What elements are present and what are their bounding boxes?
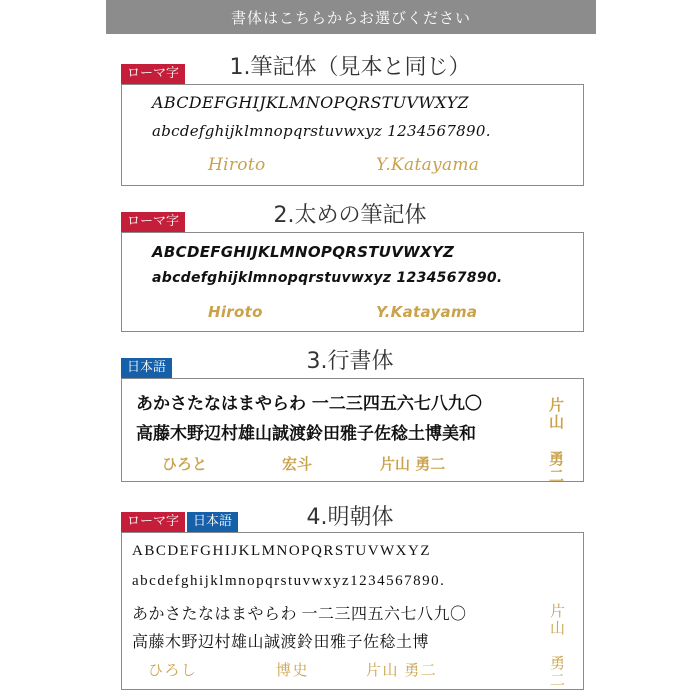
font-sample-box <box>121 84 584 186</box>
font-selection-banner: 書体はこちらからお選びください <box>106 0 596 34</box>
sample-lowercase-digits: abcdefghijklmnopqrstuvwxyz 1234567890. <box>152 270 503 286</box>
sample-kana-numerals: あかさたなはまやらわ 一二三四五六七八九〇 <box>136 394 482 414</box>
sample-name-full: 片山 勇二 <box>366 663 438 679</box>
sample-name-kanji: 宏斗 <box>282 455 313 473</box>
font-sample-box <box>121 532 584 690</box>
tag-group <box>121 358 172 378</box>
sample-name-vertical: 片山 勇二 <box>547 397 565 485</box>
japanese-tag: 日本語 <box>121 358 172 378</box>
sample-name-vertical: 片山 勇二 <box>548 603 564 689</box>
section-title: 2.太めの筆記体 <box>273 203 427 228</box>
sample-name-full: Y.Katayama <box>376 155 480 175</box>
sample-lowercase-digits: abcdefghijklmnopqrstuvwxyz 1234567890. <box>152 122 491 140</box>
sample-kanji: 高藤木野辺村雄山誠渡鈴田雅子佐稔土博美和 <box>136 424 476 444</box>
tag-group <box>121 64 185 84</box>
romaji-tag: ローマ字 <box>121 512 185 532</box>
sample-name-full: 片山 勇二 <box>380 455 446 473</box>
section-title: 1.筆記体（見本と同じ） <box>229 55 471 80</box>
sample-name-given: Hiroto <box>208 303 263 321</box>
sample-name-given: Hiroto <box>208 155 266 175</box>
sample-kanji: 高藤木野辺村雄山誠渡鈴田雅子佐稔土博 <box>132 634 430 651</box>
tag-group <box>121 512 238 532</box>
sample-uppercase: ABCDEFGHIJKLMNOPQRSTUVWXYZ <box>152 243 455 261</box>
sample-name-kanji: 博史 <box>276 663 310 679</box>
section-title: 4.明朝体 <box>306 505 394 530</box>
font-sample-box <box>121 378 584 485</box>
sample-lowercase-digits: abcdefghijklmnopqrstuvwxyz1234567890. <box>132 573 446 589</box>
sample-kana-numerals: あかさたなはまやらわ 一二三四五六七八九〇 <box>132 606 467 623</box>
sample-name-kana: ひろと <box>162 455 208 473</box>
sample-uppercase: ABCDEFGHIJKLMNOPQRSTUVWXYZ <box>132 543 432 559</box>
tag-group <box>121 212 185 232</box>
romaji-tag: ローマ字 <box>121 212 185 232</box>
section-title: 3.行書体 <box>306 349 394 374</box>
sample-name-full: Y.Katayama <box>376 303 478 321</box>
japanese-tag: 日本語 <box>187 512 238 532</box>
font-sample-box <box>121 232 584 332</box>
sample-name-kana: ひろし <box>148 663 198 679</box>
sample-uppercase: ABCDEFGHIJKLMNOPQRSTUVWXYZ <box>152 93 469 112</box>
romaji-tag: ローマ字 <box>121 64 185 84</box>
